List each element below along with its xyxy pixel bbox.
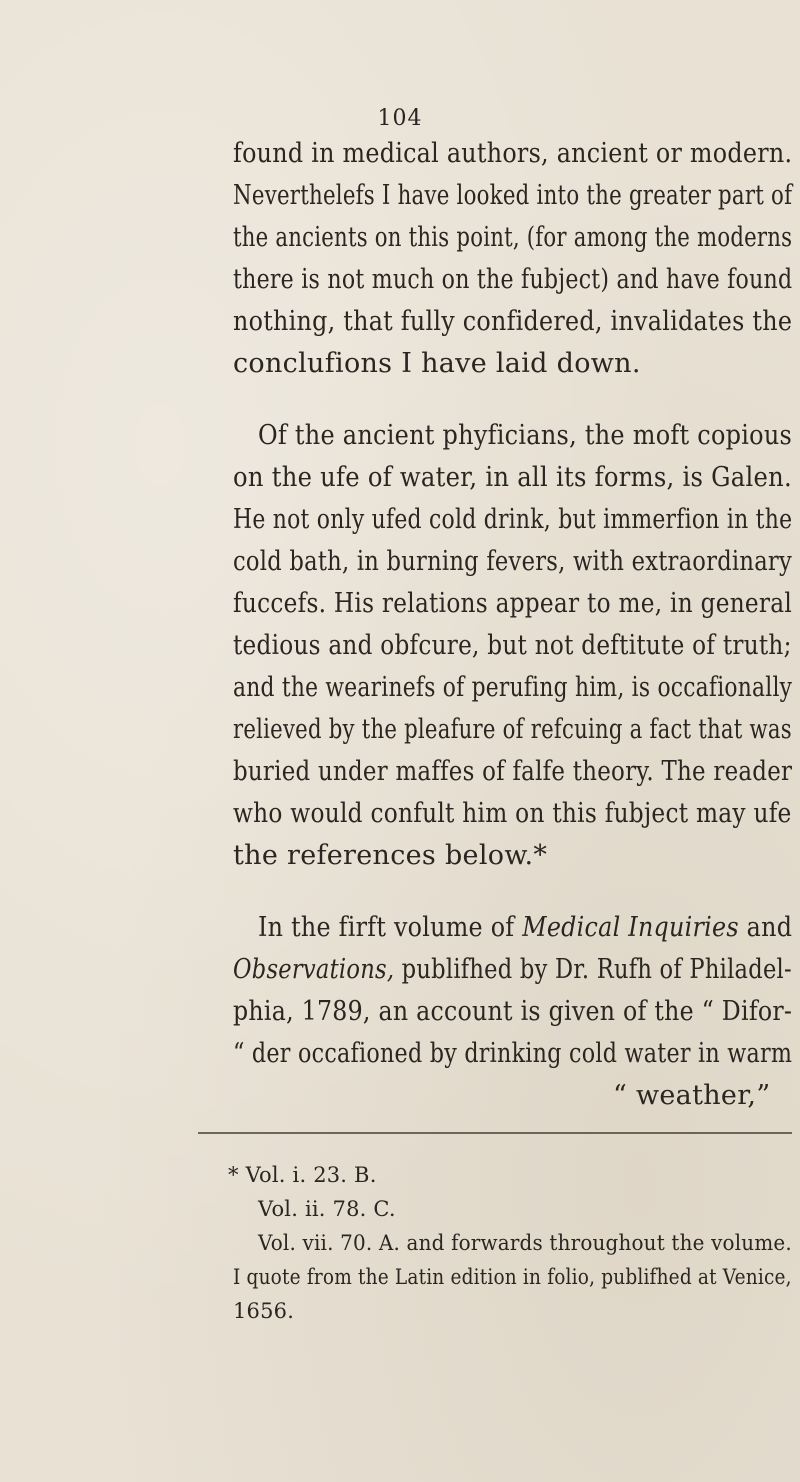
page-number: 104: [377, 106, 423, 131]
footnote-divider: [198, 1132, 792, 1134]
book-title-continued: Observations,: [233, 954, 395, 985]
text-line: the references below.*: [233, 840, 548, 871]
footnote-line: Vol. ii. 78. C.: [258, 1197, 396, 1221]
text-line: there is not much on the fubject) and have found: [233, 264, 793, 295]
footnote-line: 1656.: [233, 1299, 295, 1323]
text-line: the ancients on this point, (for among the moderns: [233, 222, 793, 253]
text-line: In the firft volume of Medical Inquiries and: [258, 912, 793, 943]
text-line: relieved by the pleafure of refcuing a fact that was: [233, 714, 792, 745]
text-line: Of the ancient phyficians, the moft copious: [258, 420, 793, 451]
text-line: cold bath, in burning fevers, with extraordinary: [233, 546, 792, 577]
text-line: Observations, publifhed by Dr. Rufh of Philadel-: [233, 954, 792, 985]
text-line: buried under maffes of falfe theory. The reader: [233, 756, 793, 787]
text-line: conclufions I have laid down.: [233, 348, 641, 379]
text-line: “ der occafioned by drinking cold water in warm: [233, 1038, 793, 1069]
text-line: “ weather,”: [613, 1080, 771, 1111]
footnote-line: Vol. vii. 70. A. and forwards throughout the volume.: [258, 1231, 792, 1255]
text-line: phia, 1789, an account is given of the “ Difor-: [233, 996, 793, 1027]
text-line: nothing, that fully confidered, invalidates the: [233, 306, 793, 337]
text-line: fuccefs. His relations appear to me, in general: [233, 588, 793, 619]
text-line: who would confult him on this fubject may ufe: [233, 798, 792, 829]
book-title: Medical Inquiries: [522, 912, 739, 943]
text-line: and the wearinefs of perufing him, is occafionally: [233, 672, 793, 703]
footnote-line: I quote from the Latin edition in folio, publifhed at Venice,: [233, 1265, 792, 1289]
text-line: Neverthelefs I have looked into the greater part of: [233, 180, 793, 211]
footnote-line: * Vol. i. 23. B.: [228, 1163, 377, 1187]
text-line: on the ufe of water, in all its forms, is Galen.: [233, 462, 792, 493]
text-line: found in medical authors, ancient or modern.: [233, 138, 793, 169]
text-line: tedious and obfcure, but not deftitute of truth;: [233, 630, 792, 661]
text-line: He not only ufed cold drink, but immerfion in the: [233, 504, 793, 535]
